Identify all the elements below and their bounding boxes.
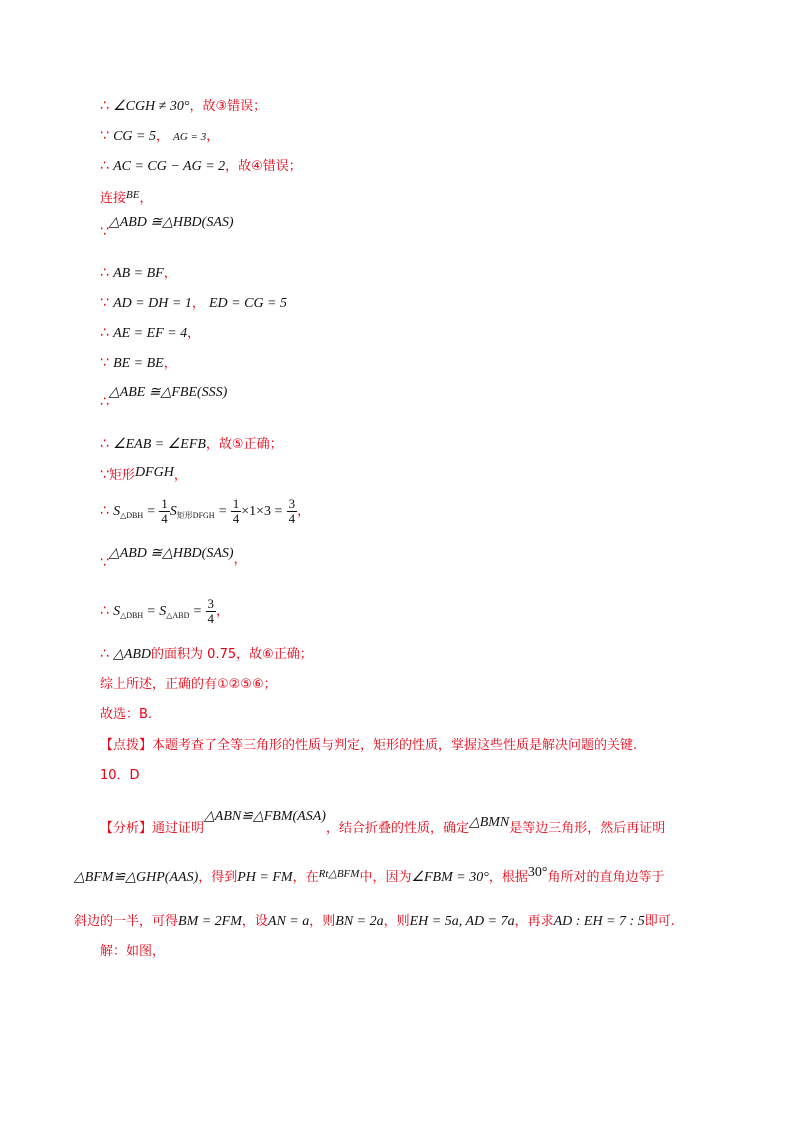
therefore-mark: ∴ <box>100 265 109 281</box>
therefore-mark: ∴ <box>100 603 109 619</box>
line-22 <box>74 864 664 887</box>
line-11 <box>100 435 283 454</box>
line-13 <box>100 494 310 533</box>
line-text: ， <box>233 552 247 567</box>
area-subscript: △DBH <box>120 611 144 620</box>
math-expression: △ABE ≅△FBE(SSS) <box>108 385 228 400</box>
math-expression: AD = DH = 1 <box>113 296 192 311</box>
math-expression: DFGH <box>134 465 174 480</box>
line-text: 通过证明 <box>152 821 205 836</box>
line-2 <box>100 127 219 146</box>
math-expression: Rt△BFM <box>318 868 360 880</box>
line-text: 斜边的一半，可得 <box>74 914 179 929</box>
math-expression: 30° <box>527 865 548 880</box>
line-text: 是等边三角形，然后再证明 <box>509 821 666 836</box>
line-text: ， <box>216 604 230 619</box>
because-mark: ∵ <box>100 355 109 371</box>
fraction-denominator: 4 <box>161 511 168 526</box>
area-symbol: S <box>169 504 177 519</box>
line-text: ，则 <box>383 914 410 929</box>
fraction <box>206 597 217 626</box>
line-10 <box>100 384 227 411</box>
because-mark: ∵ <box>100 555 109 571</box>
line-text: 中，因为 <box>359 870 412 885</box>
line-text: ，则 <box>309 914 336 929</box>
math-expression: ED = CG = 5 <box>209 296 288 311</box>
therefore-mark: ∴ <box>100 646 109 662</box>
because-mark: ∵ <box>100 467 109 483</box>
math-expression: ×1×3 = <box>241 504 283 519</box>
line-6 <box>100 264 177 283</box>
line-text: 的面积为 0.75，故⑥正确； <box>151 647 313 662</box>
analysis-tag: 【分析】 <box>100 821 153 836</box>
math-expression: BE <box>126 189 140 201</box>
line-text: ，故④错误； <box>225 159 302 174</box>
math-expression: AE = EF = 4 <box>113 326 188 341</box>
therefore-mark: ∴ <box>100 158 109 174</box>
line-text: ， <box>163 266 177 281</box>
math-expression: △ABD <box>113 647 152 662</box>
line-text: ，在 <box>292 870 319 885</box>
math-expression: △BMN <box>468 815 510 830</box>
math-expression: AN = a <box>267 914 310 929</box>
line-text: ， <box>297 504 311 519</box>
line-text: ， <box>191 296 205 311</box>
line-5 <box>100 214 234 241</box>
math-expression: AD : EH = 7 : 5 <box>553 914 645 929</box>
math-expression: △ABD ≅△HBD(SAS) <box>108 215 234 230</box>
line-20 <box>100 767 140 785</box>
line-23 <box>74 913 675 931</box>
therefore-mark: ∴ <box>100 325 109 341</box>
fraction-numerator: 3 <box>207 596 215 611</box>
therefore-mark: ∴ <box>100 503 109 519</box>
line-text: ， <box>139 191 153 206</box>
question-answer: 10．D <box>100 768 140 783</box>
math-expression: ∠FBM = 30° <box>411 870 489 885</box>
fraction-denominator: 4 <box>288 511 296 526</box>
line-text: ，故⑤正确； <box>205 437 283 452</box>
math-expression: △ABD ≅△HBD(SAS) <box>108 546 234 561</box>
line-7 <box>100 294 287 313</box>
math-expression: EH = 5a, AD = 7a <box>409 914 515 929</box>
math-expression: ∠EAB = ∠EFB <box>113 437 206 452</box>
equals-sign: = <box>147 604 156 619</box>
fraction-numerator: 3 <box>288 496 296 511</box>
math-expression: BE = BE <box>113 356 164 371</box>
line-text: 连接 <box>100 191 127 206</box>
line-text: 解：如图， <box>100 944 166 959</box>
line-text: ， <box>163 356 177 371</box>
line-text: ，设 <box>241 914 268 929</box>
line-text: ， <box>155 129 169 144</box>
fraction <box>231 497 242 526</box>
area-subscript: △ABD <box>166 611 190 620</box>
area-subscript: △DBH <box>120 511 144 520</box>
line-21 <box>100 800 665 846</box>
line-9 <box>100 354 177 373</box>
because-mark: ∵ <box>100 295 109 311</box>
line-12 <box>100 464 187 485</box>
line-text: 故选：B. <box>100 707 153 722</box>
line-text: ，结合折叠的性质，确定 <box>325 821 469 836</box>
area-symbol: S <box>159 604 167 619</box>
math-expression: AG = 3 <box>173 131 207 143</box>
equals-sign: = <box>218 504 227 519</box>
math-expression: BM = 2FM <box>178 914 242 929</box>
fraction <box>159 497 170 526</box>
area-symbol: S <box>113 604 121 619</box>
line-text: ， <box>187 326 201 341</box>
line-text: ，得到 <box>198 870 238 885</box>
line-19 <box>100 737 637 755</box>
line-4 <box>100 186 152 208</box>
therefore-mark: ∴ <box>100 436 109 452</box>
fraction-numerator: 1 <box>232 496 240 511</box>
math-expression: PH = FM <box>237 870 293 885</box>
line-text: 即可. <box>644 914 675 929</box>
area-symbol: S <box>113 504 121 519</box>
equals-sign: = <box>147 504 156 519</box>
therefore-mark: ∴ <box>100 394 109 410</box>
math-expression: CG = 5 <box>113 129 156 144</box>
line-15 <box>100 594 229 633</box>
math-expression: BN = 2a <box>335 914 384 929</box>
fraction-denominator: 4 <box>232 511 240 526</box>
line-text: ，根据 <box>488 870 528 885</box>
therefore-mark: ∴ <box>100 98 109 114</box>
area-subscript: 矩形DFGH <box>176 511 215 520</box>
math-expression: ∠CGH ≠ 30° <box>113 99 190 114</box>
line-3 <box>100 157 302 176</box>
line-text: ，再求 <box>514 914 554 929</box>
line-24 <box>100 943 165 961</box>
fraction-denominator: 4 <box>207 611 215 626</box>
line-text: 综上所述，正确的有①②⑤⑥； <box>100 677 277 692</box>
equals-sign: = <box>193 604 202 619</box>
line-8 <box>100 324 200 343</box>
line-18 <box>100 706 152 724</box>
line-16 <box>100 645 313 664</box>
math-expression: AB = BF <box>113 266 164 281</box>
line-text: 矩形 <box>108 468 135 483</box>
line-text: 角所对的直角边等于 <box>547 870 665 885</box>
because-mark: ∵ <box>100 128 109 144</box>
hint-paragraph: 【点拨】本题考查了全等三角形的性质与判定，矩形的性质，掌握这些性质是解决问题的关键. <box>100 738 638 753</box>
line-17 <box>100 676 277 694</box>
fraction-numerator: 1 <box>161 496 168 511</box>
fraction <box>287 497 298 526</box>
line-text: ， <box>206 129 220 144</box>
because-mark: ∵ <box>100 224 109 240</box>
math-expression: △BFM≌△GHP(AAS) <box>74 870 199 885</box>
line-1 <box>100 97 266 116</box>
line-text: ， <box>173 468 187 483</box>
line-text: ，故③错误； <box>189 99 267 114</box>
math-expression: AC = CG − AG = 2 <box>113 159 226 174</box>
line-14 <box>100 545 247 572</box>
math-expression: △ABN≌△FBM(ASA) <box>204 809 326 824</box>
